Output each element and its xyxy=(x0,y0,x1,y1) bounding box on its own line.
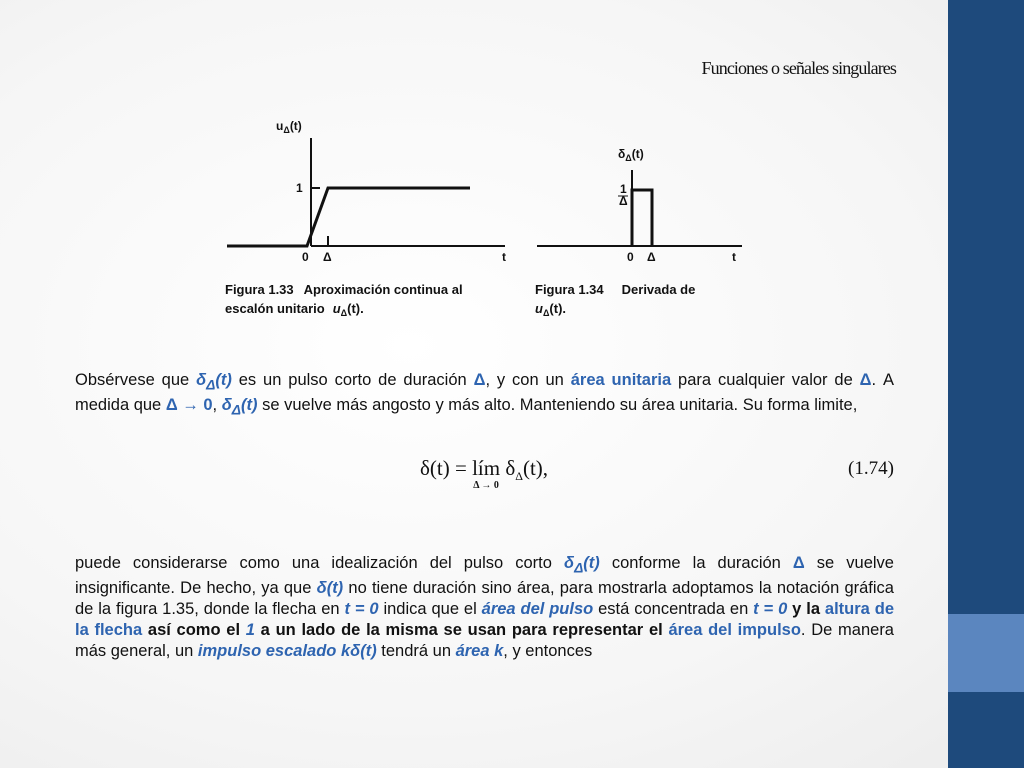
equation-1-74: δ(t) = lím Δ → 0 $\delta_\Delta(t)$, xyxy=(420,456,549,491)
fig133-caption-line2: escalón unitario $u_\Delta(t)$. xyxy=(225,301,364,318)
figure-1-33 xyxy=(220,108,520,323)
fig133-x-label: t xyxy=(502,250,506,264)
fig133-tick-label-0: 0 xyxy=(302,250,309,264)
fig134-caption-line1: Figura 1.34 Derivada de xyxy=(535,282,696,297)
equation-number: (1.74) xyxy=(848,458,894,479)
fig134-y-label: $\delta_\Delta(t)$ xyxy=(618,147,644,163)
fig134-tick-label-den: Δ xyxy=(619,194,628,208)
fig133-signal xyxy=(227,188,470,246)
figure-1-34 xyxy=(532,140,762,323)
fig133-caption-line1: Figura 1.33 Aproximación continua al xyxy=(225,282,463,297)
term-area-unitaria: área unitaria xyxy=(570,371,672,389)
fig134-tick-label-num: 1 xyxy=(620,182,627,196)
fig134-tick-label-0: 0 xyxy=(627,250,634,264)
paragraph-2: puede considerarse como una idealización del pulso corto $\delta_\Delta(t)$ conforme la duración Δ se vuelve insignificante. De hecho, ya que δ(t) no tiene duración sino área, para mostrarla adoptamos la notación gráfica de la figura 1.35, donde la flecha en t = 0 indica que el área del pulso está concentrada en t = 0 y la altura de la flecha así como el 1 a un lado de la misma se usan para representar el área del impulso. De manera más general, un impulso escalado kδ(t) tendrá un área k, y entonces xyxy=(75,554,894,661)
fig133-tick-label-1: 1 xyxy=(296,181,303,195)
fig134-caption-line2: $u_\Delta(t)$. xyxy=(535,301,567,318)
fig134-tick-label-delta: Δ xyxy=(647,250,656,264)
fig133-tick-label-delta: Δ xyxy=(323,250,332,264)
slide-title: Funciones o señales singulares xyxy=(701,58,896,78)
paragraph-1: Obsérvese que $\delta_\Delta(t)$ es un pulso corto de duración Δ, y con un área unitaria para cualquier valor de Δ. A medida que Δ → 0, $\delta_\Delta(t)$ se vuelve más angosto y más alto. Manteniendo su área unitaria. Su forma limite, xyxy=(75,371,894,418)
fig133-y-label: $u_\Delta(t)$ xyxy=(276,119,302,135)
sidebar-accent xyxy=(948,614,1024,692)
fig134-x-label: t xyxy=(732,250,736,264)
fig134-pulse xyxy=(632,190,652,246)
